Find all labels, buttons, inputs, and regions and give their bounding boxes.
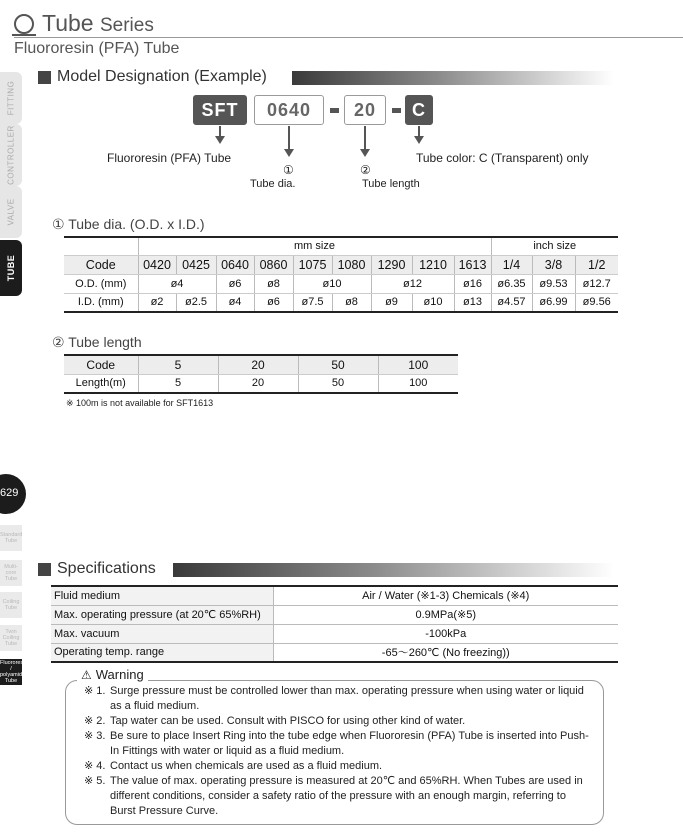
warning-list (84, 684, 594, 819)
inch-size-header: inch size (491, 237, 618, 255)
table-row: Max. operating pressure (at 20℃ 65%RH) 0.9MPa(※5) (51, 605, 618, 624)
mini-tab-standard[interactable]: Standard Tube (0, 525, 22, 551)
model-dash (392, 108, 401, 113)
table-row: Length(m) 5 20 50 100 (64, 374, 458, 393)
section-marker-icon (38, 563, 51, 576)
arrow-down-icon (215, 136, 225, 144)
table-row: O.D. (mm) ø4 ø6 ø8 ø10 ø12 ø16 ø6.35 ø9.53 ø12.7 (64, 274, 618, 293)
list-item: ※ 5. The value of max. operating pressure is measured at 20℃ and 65%RH. When Tubes are used in different conditions, consider a safety ratio of the pressure with an enough margin, referring to Burst Pressure Curve. (84, 775, 583, 817)
row-label: O.D. (mm) (64, 274, 138, 293)
table-row: Operating temp. range -65～260℃ (No freezing)) (51, 643, 618, 662)
page-subtitle: Fluororesin (PFA) Tube (14, 40, 180, 57)
arrow-line (364, 126, 366, 149)
model-designation-title: Model Designation (Example) (57, 68, 267, 85)
side-tab-fitting[interactable]: FITTING (0, 72, 22, 124)
model-part-series: SFT (193, 95, 247, 125)
mini-tab-fluororesin[interactable]: Fluororesin / polyamide Tube (0, 660, 28, 684)
label-length-number: ② (360, 163, 371, 177)
section-gradient-bar (173, 563, 614, 577)
section-marker-icon (38, 71, 51, 84)
side-tab-valve[interactable]: VALVE (0, 186, 22, 238)
section-gradient-bar (292, 71, 614, 85)
dia-table-title: ① Tube dia. (O.D. x I.D.) (52, 216, 205, 232)
arrow-line (418, 126, 420, 136)
label-series: Fluororesin (PFA) Tube (107, 151, 232, 165)
arrow-down-icon (414, 136, 424, 144)
label-tube-dia: Tube dia. (250, 178, 296, 190)
specifications-title: Specifications (57, 560, 156, 577)
table-row (64, 237, 618, 255)
list-item: ※ 1. Surge pressure must be controlled lower than max. operating pressure when using water or liquid as a fluid medium. (84, 685, 584, 712)
model-dash (330, 108, 339, 113)
list-item: ※ 2. Tap water can be used. Consult with PISCO for using other kind of water. (84, 715, 466, 727)
label-tube-length: Tube length (362, 178, 420, 190)
mm-size-header: mm size (138, 237, 491, 255)
mini-tab-coiling[interactable]: Coiling Tube (0, 592, 22, 618)
series-title: Tube Series (42, 10, 154, 36)
side-tab-controller[interactable]: CONTROLLER (0, 124, 22, 186)
row-label: I.D. (mm) (64, 293, 138, 312)
warning-triangle-icon: ⚠ (81, 668, 92, 682)
label-tube-color: Tube color: C (Transparent) only (416, 151, 589, 165)
page-number: 629 (0, 487, 19, 499)
list-item: ※ 3. Be sure to place Insert Ring into the tube edge when Fluororesin (PFA) Tube is inserted into Push-In Fittings with water or liquid as a fluid medium. (84, 730, 589, 757)
model-part-color: C (405, 95, 433, 125)
table-row: Code 0420 0425 0640 0860 1075 1080 1290 1210 1613 1/4 3/8 1/2 (64, 255, 618, 274)
mini-tab-twin-coiling[interactable]: Twin Coiling Tube (0, 625, 22, 651)
row-label: Code (64, 355, 138, 374)
table-row: Fluid medium Air / Water (※1-3) Chemicals (※4) (51, 586, 618, 605)
row-label: Length(m) (64, 374, 138, 393)
table-row: Code 5 20 50 100 (64, 355, 458, 374)
arrow-line (288, 126, 290, 149)
table-row: I.D. (mm) ø2 ø2.5 ø4 ø6 ø7.5 ø8 ø9 ø10 ø13 ø4.57 ø6.99 ø9.56 (64, 293, 618, 312)
warning-title: ⚠ Warning (77, 667, 148, 682)
list-item: ※ 4. Contact us when chemicals are used as a fluid medium. (84, 760, 383, 772)
header-divider (14, 37, 683, 38)
specifications-table (51, 585, 618, 663)
row-label: Code (64, 255, 138, 274)
length-note: ※ 100m is not available for SFT1613 (66, 398, 214, 408)
tube-length-table (64, 354, 458, 394)
arrow-down-icon (360, 149, 370, 157)
series-circle-icon (14, 14, 34, 34)
length-table-title: ② Tube length (52, 334, 142, 350)
label-dia-number: ① (283, 163, 294, 177)
model-part-length: 20 (344, 95, 386, 125)
arrow-down-icon (284, 149, 294, 157)
table-row: Max. vacuum -100kPa (51, 624, 618, 643)
side-tab-tube[interactable]: TUBE (0, 240, 22, 296)
tube-dia-table (64, 236, 618, 313)
mini-tab-multicore[interactable]: Multi-core Tube (0, 560, 22, 586)
arrow-line (219, 126, 221, 136)
model-part-diameter: 0640 (254, 95, 324, 125)
